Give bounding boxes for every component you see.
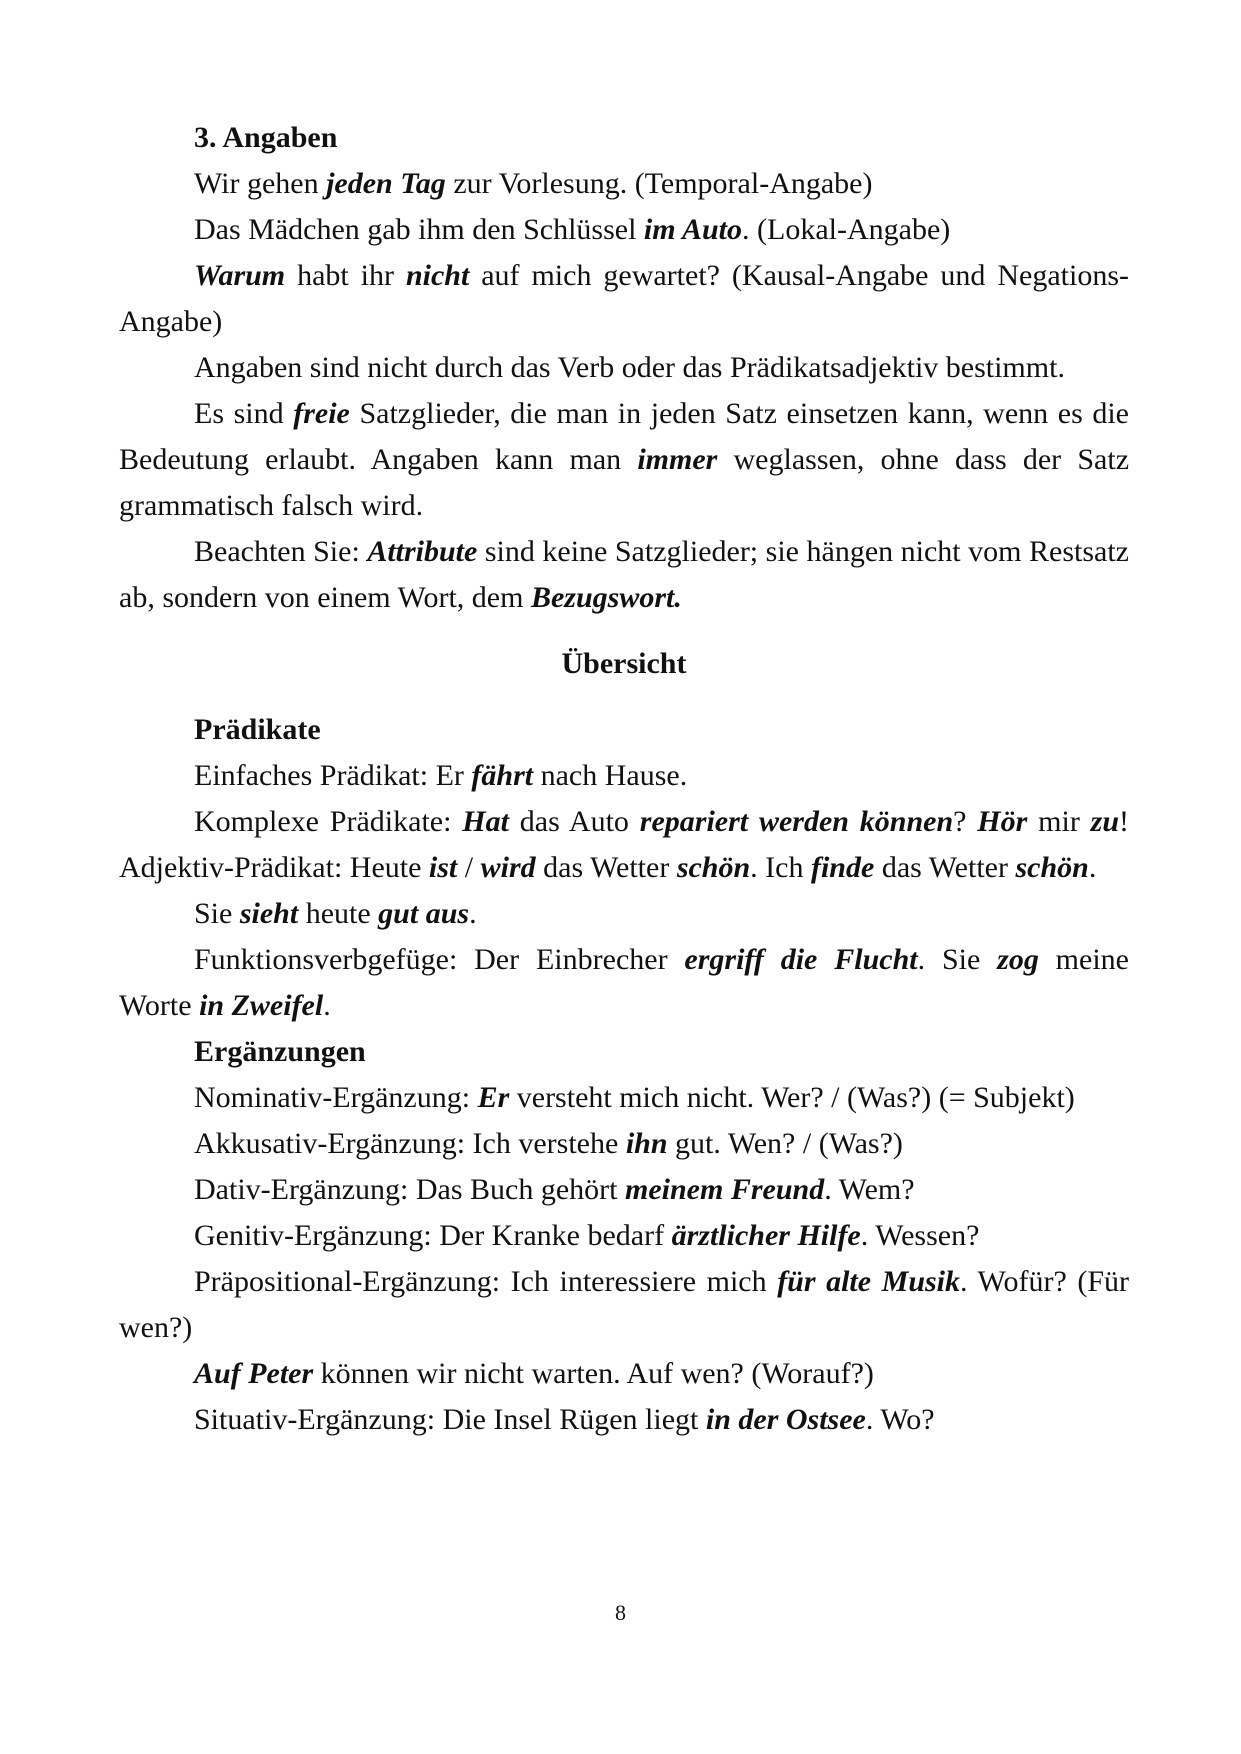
overview-title: Übersicht <box>561 647 687 680</box>
paragraph: Funktionsverbgefüge: Der Einbrecher ergriff die Flucht. Sie zog meine Worte in Zweifel. <box>119 943 1129 1022</box>
paragraph: Situativ-Ergänzung: Die Insel Rügen liegt in der Ostsee. Wo? <box>194 1403 935 1436</box>
paragraph: Nominativ-Ergänzung: Er versteht mich nicht. Wer? / (Was?) (= Subjekt) <box>194 1081 1075 1114</box>
page-number: 8 <box>615 1600 626 1625</box>
paragraph: Akkusativ-Ergänzung: Ich verstehe ihn gut. Wen? / (Was?) <box>194 1127 903 1160</box>
paragraph: Warum habt ihr nicht auf mich gewartet? (Kausal-Angabe und Negations-Angabe) <box>119 259 1129 338</box>
paragraph: Auf Peter können wir nicht warten. Auf wen? (Worauf?) <box>194 1357 874 1390</box>
subheading-ergaenzungen: Ergänzungen <box>194 1035 366 1068</box>
paragraph: Dativ-Ergänzung: Das Buch gehört meinem Freund. Wem? <box>194 1173 915 1206</box>
paragraph: Sie sieht heute gut aus. <box>194 897 477 930</box>
subheading-praedikate: Prädikate <box>194 713 321 746</box>
paragraph: Das Mädchen gab ihm den Schlüssel im Auto. (Lokal-Angabe) <box>194 213 951 246</box>
paragraph: Genitiv-Ergänzung: Der Kranke bedarf ärztlicher Hilfe. Wessen? <box>194 1219 980 1252</box>
paragraph: Beachten Sie: Attribute sind keine Satzglieder; sie hängen nicht vom Restsatz ab, sondern von einem Wort, dem Bezugswort. <box>119 535 1129 614</box>
paragraph: Einfaches Prädikat: Er fährt nach Hause. <box>194 759 688 792</box>
section-heading: 3. Angaben <box>194 121 338 154</box>
paragraph: Präpositional-Ergänzung: Ich interessiere mich für alte Musik. Wofür? (Für wen?) <box>119 1265 1129 1344</box>
paragraph: Es sind freie Satzglieder, die man in jeden Satz einsetzen kann, wenn es die Bedeutung erlaubt. Angaben kann man immer weglassen, ohne dass der Satz grammatisch falsch wird. <box>119 397 1130 522</box>
paragraph: Wir gehen jeden Tag zur Vorlesung. (Temporal-Angabe) <box>194 167 873 200</box>
paragraph: Komplexe Prädikate: Hat das Auto repariert werden können? Hör mir zu! Adjektiv-Prädikat: Heute ist / wird das Wetter schön. Ich finde das Wetter schön. <box>119 805 1129 884</box>
paragraph: Angaben sind nicht durch das Verb oder das Prädikatsadjektiv bestimmt. <box>194 351 1065 384</box>
page-content <box>119 115 1129 1443</box>
